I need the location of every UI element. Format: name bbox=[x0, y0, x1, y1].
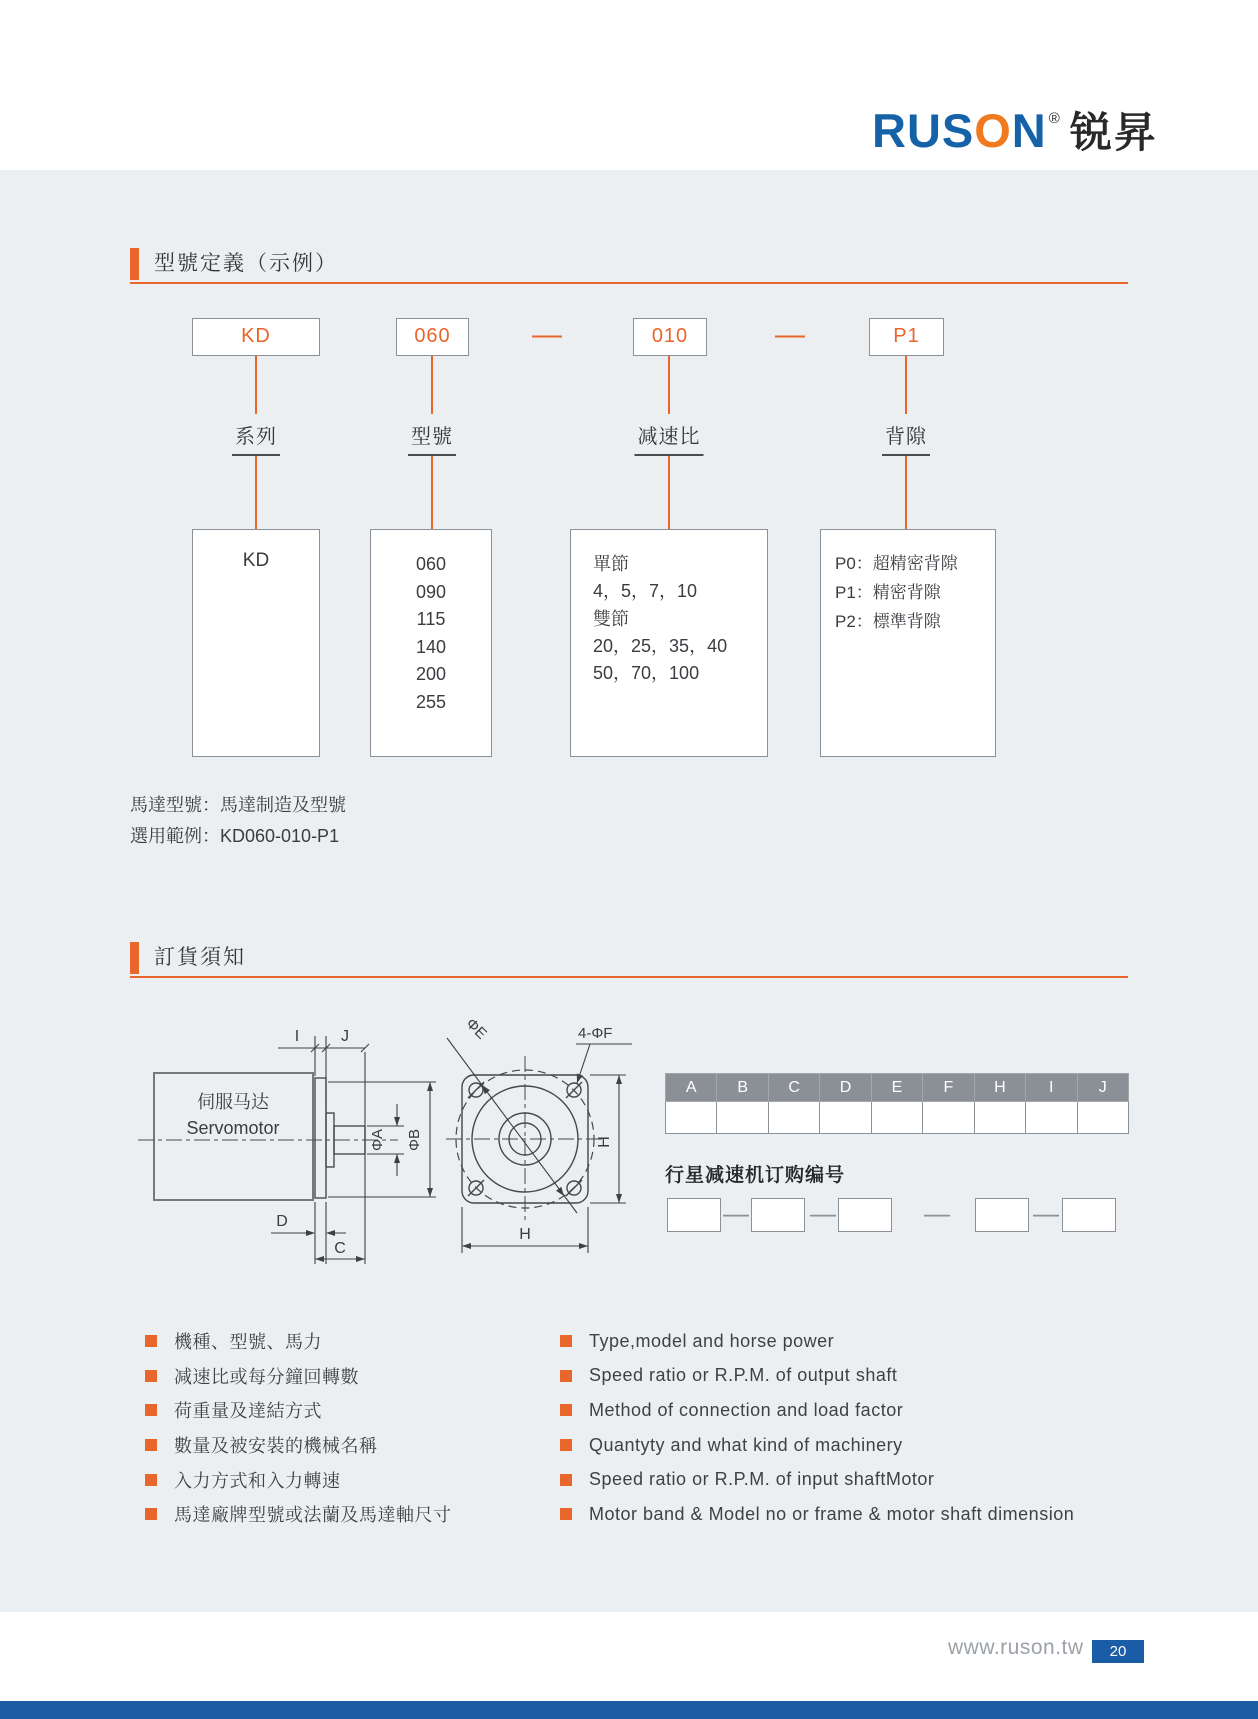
logo-text-cjk: 锐昇 bbox=[1069, 109, 1158, 156]
bullet-text: 入力方式和入力轉速 bbox=[174, 1470, 341, 1491]
logo-o-swirl-icon: O bbox=[974, 104, 1012, 157]
square-bullet-icon bbox=[560, 1508, 572, 1520]
detail-line: 4，5，7，10 bbox=[593, 581, 698, 602]
website-url: www.ruson.tw bbox=[948, 1636, 1084, 1659]
connector-line bbox=[905, 456, 907, 529]
code-box-ratio: 010 bbox=[633, 318, 707, 356]
col-header: F bbox=[923, 1074, 974, 1102]
order-dash: — bbox=[810, 1198, 836, 1228]
detail-line: 255 bbox=[415, 691, 447, 712]
code-box-series: KD bbox=[192, 318, 320, 356]
accent-bar bbox=[130, 942, 139, 974]
dim-label-phi-a: ΦA bbox=[369, 1129, 386, 1151]
bullet-text: 馬達廠牌型號或法蘭及馬達軸尺寸 bbox=[174, 1505, 452, 1526]
detail-line: 200 bbox=[415, 664, 447, 684]
section-header-ordering bbox=[130, 942, 1128, 978]
detail-line: 140 bbox=[415, 636, 447, 657]
empty-cell bbox=[768, 1102, 819, 1134]
detail-line: 115 bbox=[416, 609, 446, 629]
col-header: C bbox=[768, 1074, 819, 1102]
brand-logo bbox=[872, 100, 1158, 160]
bullet-text: 荷重量及達結方式 bbox=[174, 1401, 322, 1422]
dimension-table bbox=[665, 1073, 1129, 1134]
motor-label-cn: 伺服马达 bbox=[197, 1092, 269, 1112]
section-header-model-definition bbox=[130, 248, 1128, 284]
list-item bbox=[560, 1428, 1074, 1463]
dim-label-h-bottom: H bbox=[519, 1226, 531, 1243]
registered-mark: ® bbox=[1048, 110, 1060, 127]
order-dash: — bbox=[1033, 1198, 1059, 1228]
detail-box-series bbox=[192, 529, 320, 757]
code-dash-1: — bbox=[532, 318, 562, 351]
col-header: A bbox=[666, 1074, 717, 1102]
col-header: E bbox=[871, 1074, 922, 1102]
dim-label-j: J bbox=[341, 1028, 349, 1045]
detail-line: 50，70，100 bbox=[593, 663, 700, 684]
square-bullet-icon bbox=[145, 1474, 157, 1486]
detail-line: 090 bbox=[415, 581, 447, 602]
bullet-list-chinese bbox=[145, 1324, 452, 1532]
list-item bbox=[145, 1428, 452, 1463]
empty-cell bbox=[666, 1102, 717, 1134]
dim-label-phi-e: ΦE bbox=[462, 1015, 490, 1043]
list-item bbox=[560, 1324, 1074, 1359]
list-item bbox=[560, 1462, 1074, 1497]
motor-model-note: 馬達型號：馬達制造及型號 bbox=[130, 795, 346, 815]
label-model: 型號 bbox=[408, 420, 456, 456]
detail-line: P0：超精密背隙 bbox=[835, 554, 958, 573]
connector-line bbox=[255, 356, 257, 414]
list-item bbox=[560, 1359, 1074, 1394]
col-header: J bbox=[1077, 1074, 1129, 1102]
empty-cell bbox=[923, 1102, 974, 1134]
label-ratio: 减速比 bbox=[635, 420, 704, 456]
col-header: D bbox=[820, 1074, 871, 1102]
square-bullet-icon bbox=[145, 1404, 157, 1416]
dim-label-phi-b: ΦB bbox=[406, 1129, 423, 1151]
connector-line bbox=[668, 356, 670, 414]
accent-bar bbox=[130, 248, 139, 280]
label-series: 系列 bbox=[232, 420, 280, 456]
detail-line: 20，25，35，40 bbox=[593, 635, 728, 656]
bullet-text: Quantyty and what kind of machinery bbox=[589, 1434, 903, 1455]
col-header: I bbox=[1026, 1074, 1077, 1102]
dim-label-i: I bbox=[294, 1028, 300, 1045]
empty-cell bbox=[1026, 1102, 1077, 1134]
list-item bbox=[145, 1324, 452, 1359]
flange-front-view-diagram bbox=[440, 1010, 645, 1270]
bullet-text: 减速比或每分鐘回轉數 bbox=[174, 1366, 359, 1387]
detail-box-backlash bbox=[820, 529, 996, 757]
connector-line bbox=[431, 356, 433, 414]
detail-line: 單節 bbox=[593, 554, 629, 574]
connector-line bbox=[255, 456, 257, 529]
connector-line bbox=[431, 456, 433, 529]
bullet-list-english bbox=[560, 1324, 1074, 1532]
square-bullet-icon bbox=[560, 1370, 572, 1382]
order-code-box-4 bbox=[975, 1198, 1029, 1232]
bullet-text: Motor band & Model no or frame & motor shaft dimension bbox=[589, 1503, 1075, 1524]
bullet-text: 數量及被安裝的機械名稱 bbox=[174, 1436, 378, 1457]
order-code-box-2 bbox=[751, 1198, 805, 1232]
bullet-text: 機種、型號、馬力 bbox=[174, 1332, 322, 1353]
motor-label-en: Servomotor bbox=[186, 1118, 280, 1138]
empty-cell bbox=[717, 1102, 768, 1134]
order-code-box-1 bbox=[667, 1198, 721, 1232]
code-dash-2: — bbox=[775, 318, 805, 351]
col-header: B bbox=[717, 1074, 768, 1102]
detail-box-model bbox=[370, 529, 492, 757]
square-bullet-icon bbox=[560, 1439, 572, 1451]
square-bullet-icon bbox=[145, 1508, 157, 1520]
detail-line: P1：精密背隙 bbox=[835, 583, 941, 602]
dim-label-h-side: H bbox=[596, 1136, 613, 1148]
list-item bbox=[145, 1359, 452, 1394]
table-empty-row bbox=[666, 1102, 1129, 1134]
col-header: H bbox=[974, 1074, 1025, 1102]
order-code-title: 行星减速机订购编号 bbox=[665, 1165, 846, 1186]
dim-label-c: C bbox=[334, 1240, 346, 1257]
empty-cell bbox=[871, 1102, 922, 1134]
order-dash: — bbox=[924, 1198, 950, 1228]
order-code-box-3 bbox=[838, 1198, 892, 1232]
bullet-text: Method of connection and load factor bbox=[589, 1399, 904, 1420]
list-item bbox=[560, 1497, 1074, 1532]
section-title: 型號定義（示例） bbox=[154, 252, 338, 275]
empty-cell bbox=[974, 1102, 1025, 1134]
detail-line: P2：標準背隙 bbox=[835, 612, 941, 631]
code-box-backlash: P1 bbox=[869, 318, 944, 356]
bullet-text: Type,model and horse power bbox=[589, 1330, 835, 1351]
empty-cell bbox=[1077, 1102, 1129, 1134]
square-bullet-icon bbox=[145, 1439, 157, 1451]
logo-text-rus: RUS bbox=[872, 104, 975, 157]
detail-box-ratio bbox=[570, 529, 768, 757]
dim-label-d: D bbox=[276, 1213, 288, 1230]
order-code-box-5 bbox=[1062, 1198, 1116, 1232]
square-bullet-icon bbox=[560, 1474, 572, 1486]
dim-label-4-phi-f: 4-ΦF bbox=[578, 1025, 613, 1042]
list-item bbox=[145, 1462, 452, 1497]
motor-side-view-diagram bbox=[130, 1010, 440, 1270]
section-title: 訂貨須知 bbox=[154, 946, 246, 969]
logo-text-n: N bbox=[1011, 104, 1047, 157]
square-bullet-icon bbox=[145, 1335, 157, 1347]
square-bullet-icon bbox=[145, 1370, 157, 1382]
list-item bbox=[560, 1393, 1074, 1428]
list-item bbox=[145, 1393, 452, 1428]
connector-line bbox=[905, 356, 907, 414]
square-bullet-icon bbox=[560, 1404, 572, 1416]
detail-line: KD bbox=[242, 550, 270, 571]
detail-line: 雙節 bbox=[593, 608, 629, 629]
code-box-model: 060 bbox=[396, 318, 469, 356]
connector-line bbox=[668, 456, 670, 529]
detail-line: 060 bbox=[415, 554, 447, 574]
order-dash: — bbox=[723, 1198, 749, 1228]
bullet-text: Speed ratio or R.P.M. of output shaft bbox=[589, 1365, 898, 1386]
bullet-text: Speed ratio or R.P.M. of input shaftMotor bbox=[589, 1469, 935, 1490]
bottom-accent-bar bbox=[0, 1701, 1258, 1719]
label-backlash: 背隙 bbox=[882, 420, 930, 456]
page-number-badge: 20 bbox=[1092, 1640, 1144, 1663]
empty-cell bbox=[820, 1102, 871, 1134]
square-bullet-icon bbox=[560, 1335, 572, 1347]
list-item bbox=[145, 1497, 452, 1532]
table-header-row bbox=[666, 1074, 1129, 1102]
example-code-note: 選用範例：KD060-010-P1 bbox=[130, 826, 340, 846]
